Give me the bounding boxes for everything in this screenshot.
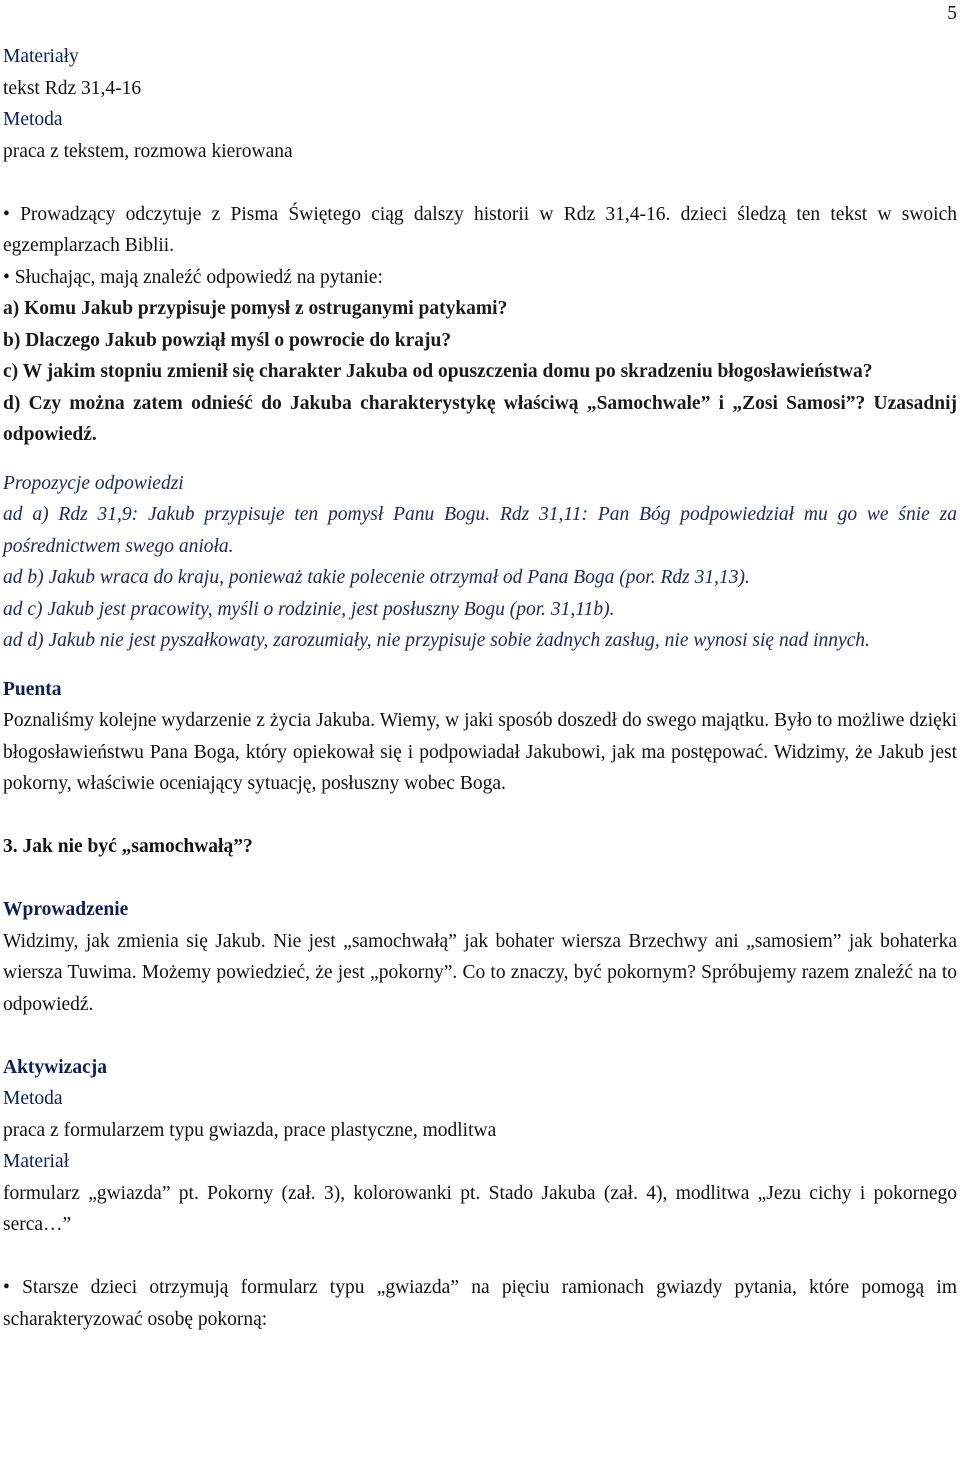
intro-heading: Wprowadzenie	[3, 899, 129, 920]
answer-d: ad d) Jakub nie jest pyszałkowaty, zarozumiały, nie przypisuje sobie żadnych zasług, nie wynosi się nad innych.	[3, 630, 870, 651]
puenta-text: Poznaliśmy kolejne wydarzenie z życia Jakuba. Wiemy, w jaki sposób doszedł do swego majątku. Było to możliwe dzięki błogosławieństwu Pana Boga, który opiekował się i podpowiadał Jakubowi, jak ma postępować. Widzimy, że Jakub jest pokorny, właściwie oceniający sytuację, posłuszny wobec Boga.	[3, 710, 957, 794]
materials-text: tekst Rdz 31,4-16	[3, 77, 142, 99]
question-d: d) Czy można zatem odnieść do Jakuba charakterystykę właściwą „Samochwale” i „Zosi Samosi”? Uzasadnij odpowiedź.	[3, 392, 957, 445]
method-heading: Metoda	[3, 109, 63, 130]
bullet-item-reading: • Prowadzący odczytuje z Pisma Świętego ciąg dalszy historii w Rdz 31,4-16. dzieci śledzą ten tekst w swoich egzemplarzach Biblii.	[3, 203, 958, 256]
bullet-item-star-form: • Starsze dzieci otrzymują formularz typu „gwiazda” na pięciu ramionach gwiazdy pytania, które pomogą im scharakteryzować osobę pokorną:	[3, 1277, 957, 1330]
page-number: 5	[947, 3, 957, 24]
activation-material-heading: Materiał	[3, 1151, 70, 1172]
document-body	[3, 41, 957, 1335]
activation-heading: Aktywizacja	[3, 1056, 107, 1078]
answers-heading: Propozycje odpowiedzi	[3, 472, 184, 494]
question-a: a) Komu Jakub przypisuje pomysł z ostruganymi patykami?	[3, 298, 508, 319]
answer-a: ad a) Rdz 31,9: Jakub przypisuje ten pomysł Panu Bogu. Rdz 31,11: Pan Bóg podpowiedział mu go we śnie za pośrednictwem swego anioła.	[3, 504, 957, 557]
method-text: praca z tekstem, rozmowa kierowana	[3, 140, 293, 162]
intro-text: Widzimy, jak zmienia się Jakub. Nie jest „samochwałą” jak bohater wiersza Brzechwy ani „samosiem” jak bohaterka wiersza Tuwima. Możemy powiedzieć, że jest „pokorny”. Co to znaczy, być pokornym? Spróbujemy razem znaleźć na to odpowiedź.	[3, 930, 957, 1015]
activation-method-text: praca z formularzem typu gwiazda, prace plastyczne, modlitwa	[3, 1119, 497, 1141]
bullet-text: Prowadzący odczytuje z Pisma Świętego ciąg dalszy historii w Rdz 31,4-16. dzieci śledzą ten tekst w swoich egzemplarzach Biblii.	[3, 203, 958, 256]
bullet-text: Starsze dzieci otrzymują formularz typu „gwiazda” na pięciu ramionach gwiazdy pytania, które pomogą im scharakteryzować osobę pokorną:	[3, 1277, 957, 1330]
section-title: 3. Jak nie być „samochwałą”?	[3, 836, 253, 857]
bullet-text: Słuchając, mają znaleźć odpowiedź na pytanie:	[14, 266, 383, 288]
puenta-heading: Puenta	[3, 678, 62, 700]
answer-c: ad c) Jakub jest pracowity, myśli o rodzinie, jest posłuszny Bogu (por. 31,11b).	[3, 598, 615, 620]
bullet-item-listening: • Słuchając, mają znaleźć odpowiedź na pytanie:	[3, 266, 383, 288]
answer-b: ad b) Jakub wraca do kraju, ponieważ takie polecenie otrzymał od Pana Boga (por. Rdz 31,13).	[3, 567, 750, 588]
question-b: b) Dlaczego Jakub powziął myśl o powrocie do kraju?	[3, 329, 452, 351]
question-c: c) W jakim stopniu zmienił się charakter Jakuba od opuszczenia domu po skradzeniu błogosławieństwa?	[3, 361, 873, 382]
materials-heading: Materiały	[3, 46, 79, 67]
activation-method-heading: Metoda	[3, 1088, 63, 1109]
activation-material-text: formularz „gwiazda” pt. Pokorny (zał. 3), kolorowanki pt. Stado Jakuba (zał. 4), modlitwa „Jezu cichy i pokornego serca…”	[3, 1182, 957, 1235]
